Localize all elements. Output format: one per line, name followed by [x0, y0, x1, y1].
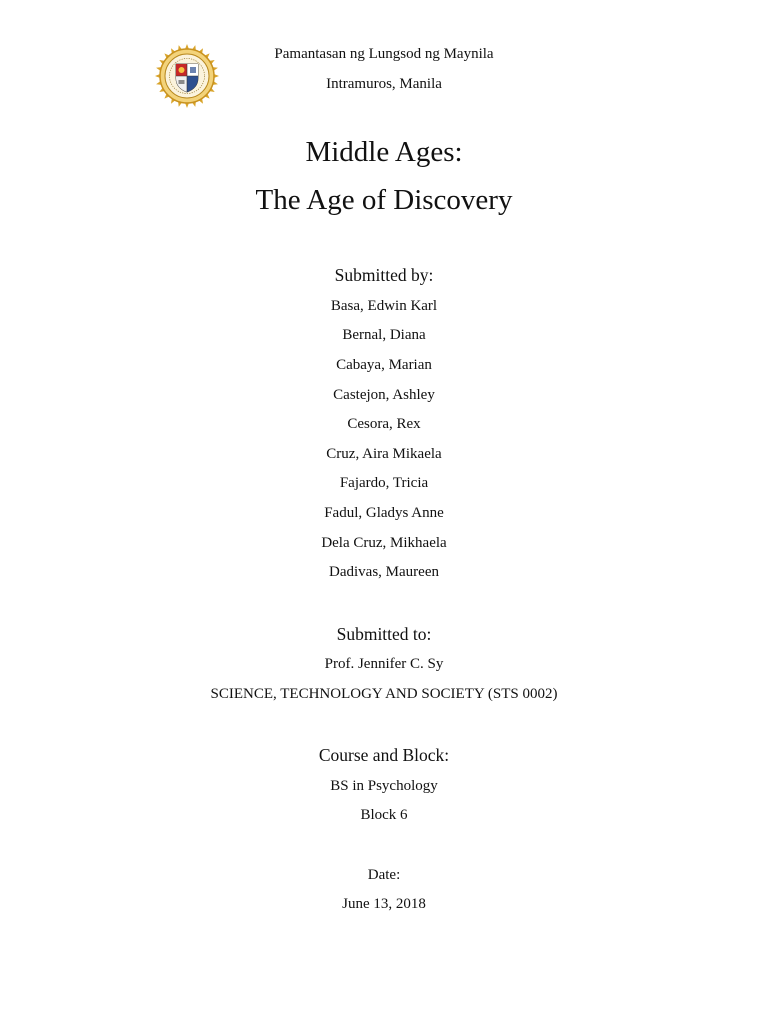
- document-title-line-1: Middle Ages:: [305, 136, 463, 168]
- submitter-name: Bernal, Diana: [342, 327, 426, 343]
- document-title-line-2: The Age of Discovery: [255, 184, 513, 216]
- submitter-name: Cruz, Aira Mikaela: [326, 446, 442, 462]
- date-value: June 13, 2018: [342, 896, 426, 912]
- date-heading: Date:: [367, 867, 401, 883]
- submitter-name: Castejon, Ashley: [333, 387, 435, 403]
- submitter-name: Cesora, Rex: [347, 416, 421, 432]
- submitter-name: Basa, Edwin Karl: [330, 298, 438, 314]
- submitter-name: Dela Cruz, Mikhaela: [321, 535, 447, 551]
- submitted-by-heading: Submitted by:: [334, 265, 434, 285]
- course-block: Block 6: [360, 807, 408, 823]
- submitted-to-heading: Submitted to:: [336, 624, 432, 644]
- submitter-name: Dadivas, Maureen: [329, 564, 439, 580]
- submitter-name: Cabaya, Marian: [336, 357, 432, 373]
- subject-name: SCIENCE, TECHNOLOGY AND SOCIETY (STS 0002): [210, 686, 558, 702]
- professor-name: Prof. Jennifer C. Sy: [324, 656, 444, 672]
- university-location: Intramuros, Manila: [326, 76, 442, 92]
- university-name: Pamantasan ng Lungsod ng Maynila: [274, 46, 494, 62]
- course-block-heading: Course and Block:: [318, 745, 450, 765]
- course-program: BS in Psychology: [330, 778, 438, 794]
- submitter-name: Fadul, Gladys Anne: [324, 505, 444, 521]
- submitter-name: Fajardo, Tricia: [339, 475, 429, 491]
